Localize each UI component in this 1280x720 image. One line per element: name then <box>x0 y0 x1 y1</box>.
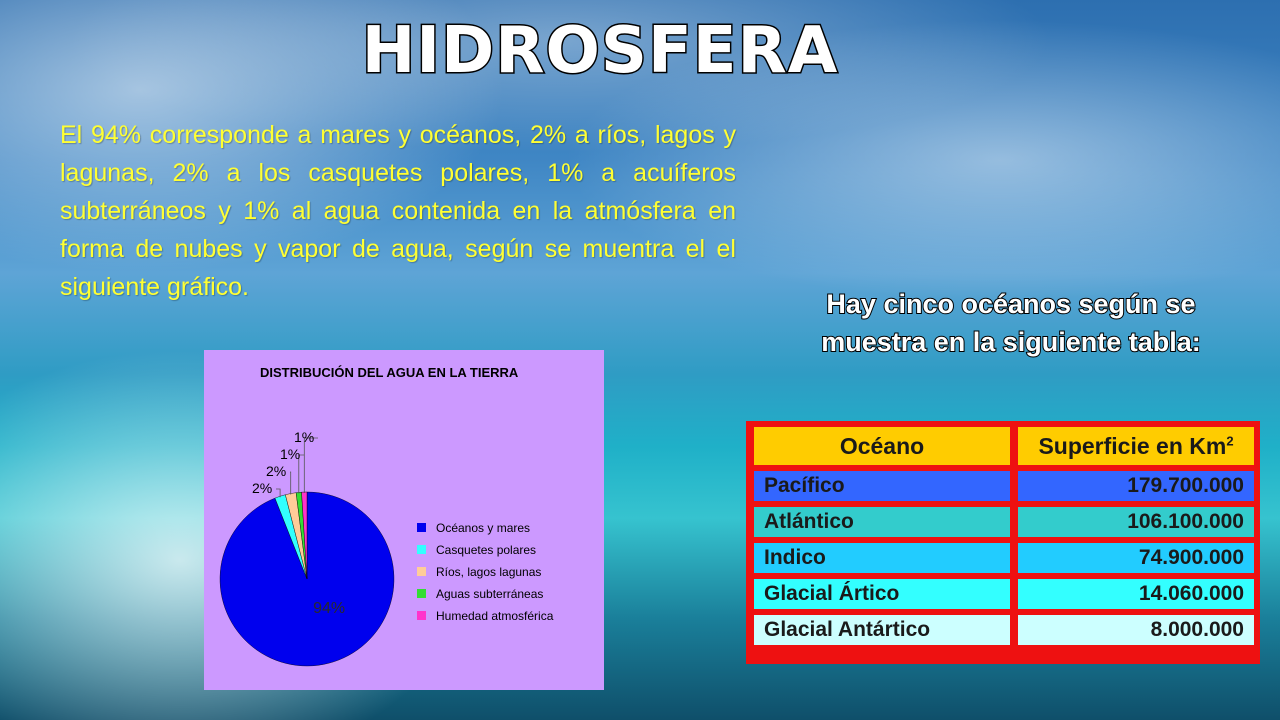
legend-swatch <box>417 523 426 532</box>
slide-title <box>0 14 1200 88</box>
slice-label: 2% <box>266 463 287 479</box>
pie-chart <box>204 350 604 690</box>
ocean-area-cell: 14.060.000 <box>1018 579 1254 609</box>
header-area-sup: 2 <box>1226 432 1234 448</box>
table-header-row <box>754 427 1254 465</box>
pie-chart-panel <box>204 350 604 690</box>
legend-label: Casquetes polares <box>436 543 537 557</box>
slice-label: 94% <box>313 599 346 617</box>
legend-label: Humedad atmosférica <box>436 609 554 623</box>
ocean-area-cell: 74.900.000 <box>1018 543 1254 573</box>
slide-title-text: HIDROSFERA <box>361 14 839 88</box>
table-row <box>754 579 1254 609</box>
oceans-table <box>746 421 1260 664</box>
table-row <box>754 615 1254 645</box>
leader-line <box>276 489 280 497</box>
slice-label: 1% <box>280 446 301 462</box>
slice-label: 2% <box>252 480 273 496</box>
legend-swatch <box>417 545 426 554</box>
legend-swatch <box>417 567 426 576</box>
table-row <box>754 543 1254 573</box>
ocean-area-cell: 8.000.000 <box>1018 615 1254 645</box>
header-area-text: Superficie en Km <box>1038 432 1227 459</box>
leader-line <box>304 438 318 493</box>
legend-swatch <box>417 589 426 598</box>
header-ocean: Océano <box>754 427 1018 465</box>
legend-label: Ríos, lagos lagunas <box>436 565 542 579</box>
legend-label: Océanos y mares <box>436 521 531 535</box>
leader-line <box>290 472 291 495</box>
table-row <box>754 471 1254 501</box>
intro-paragraph: El 94% corresponde a mares y océanos, 2% a ríos, lagos y lagunas, 2% a los casquetes polares, 1% a acuíferos subterráneos y 1% al agua contenida en la atmósfera en forma de nubes y vapor de agua, según se muentra el el siguiente gráfico. <box>60 121 736 301</box>
chart-title: DISTRIBUCIÓN DEL AGUA EN LA TIERRA <box>260 365 519 380</box>
table-row <box>754 507 1254 537</box>
slice-label: 1% <box>294 429 315 445</box>
header-area <box>1018 427 1254 465</box>
legend-label: Aguas subterráneas <box>436 587 544 601</box>
ocean-name-cell: Glacial Antártico <box>754 615 1018 645</box>
ocean-name-cell: Pacífico <box>754 471 1018 501</box>
table-heading: Hay cinco océanos según se muestra en la siguiente tabla: <box>821 289 1201 357</box>
ocean-area-cell: 179.700.000 <box>1018 471 1254 501</box>
legend-swatch <box>417 611 426 620</box>
ocean-area-cell: 106.100.000 <box>1018 507 1254 537</box>
ocean-name-cell: Atlántico <box>754 507 1018 537</box>
ocean-name-cell: Indico <box>754 543 1018 573</box>
ocean-name-cell: Glacial Ártico <box>754 579 1018 609</box>
